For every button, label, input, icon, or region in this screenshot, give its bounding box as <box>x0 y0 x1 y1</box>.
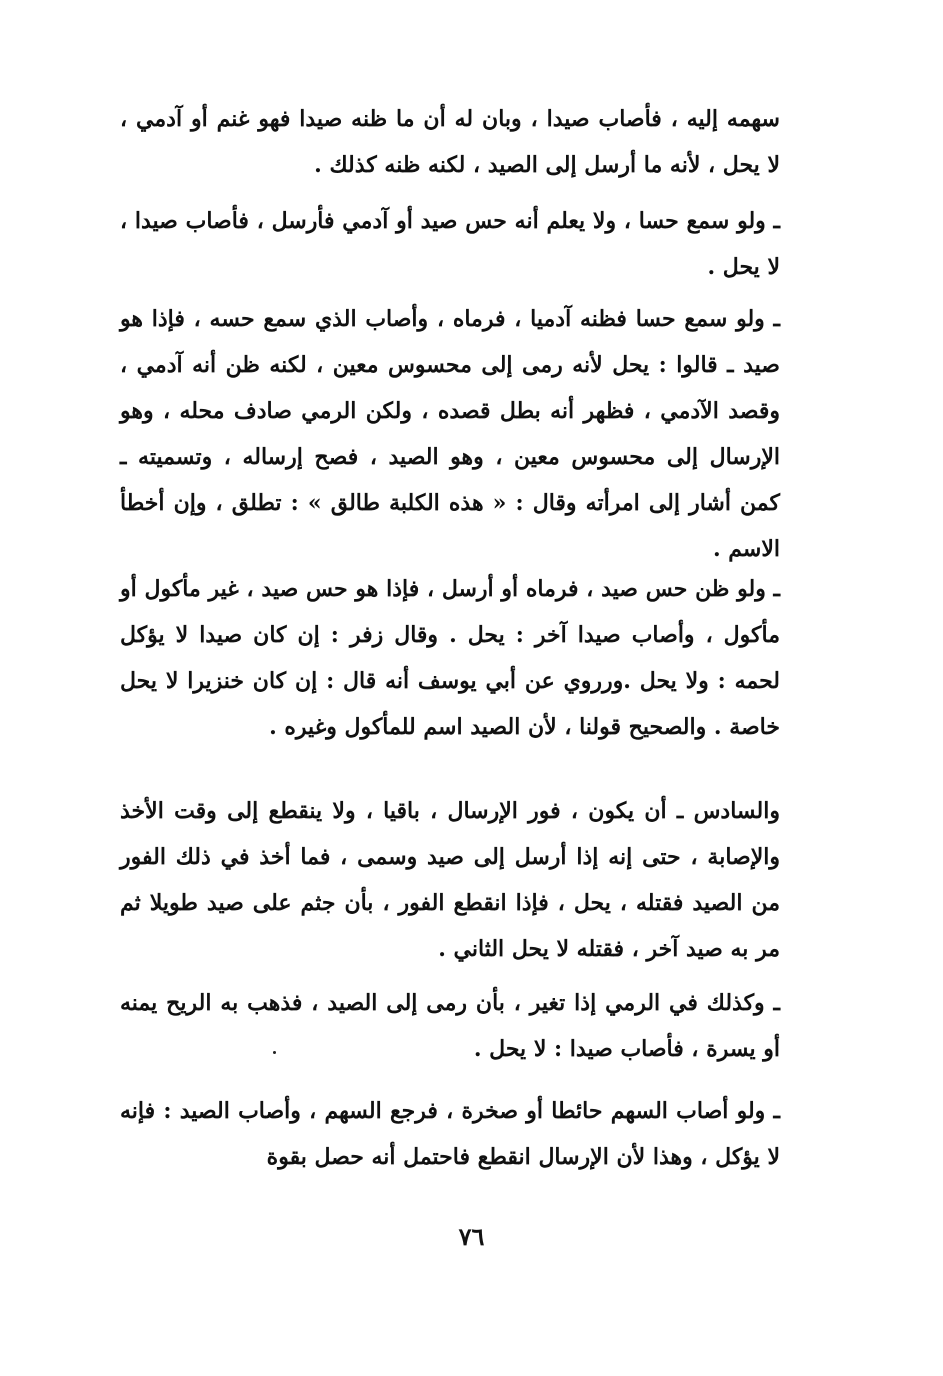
page-number: ٧٦ <box>458 1222 485 1251</box>
paragraph-4: ـ ولو ظن حس صيد ، فرماه أو أرسل ، فإذا هو حس صيد ، غير مأكول أو مأكول ، وأصاب صيدا آخر : يحل . وقال زفر : إن كان صيدا لا يؤكل لحمه : ولا يحل .ورروي عن أبي يوسف أنه قال : إن كان خنزيرا لا يحل خاصة . والصحيح قولنا ، لأن الصيد اسم للمأكول وغيره . <box>120 576 780 740</box>
paragraph-6: ـ وكذلك في الرمي إذا تغير ، بأن رمى إلى الصيد ، فذهب به الريح يمنه أو يسرة ، فأصاب صيدا : لا يحل . <box>120 990 780 1062</box>
paragraph-7: ـ ولو أصاب السهم حائطا أو صخرة ، فرجع السهم ، وأصاب الصيد : فإنه لا يؤكل ، وهذا لأن الإرسال انقطع فاحتمل أنه حصل بقوة <box>120 1098 780 1170</box>
paragraph-3: ـ ولو سمع حسا فظنه آدميا ، فرماه ، وأصاب الذي سمع حسه ، فإذا هو صيد ـ قالوا : يحل لأنه رمى إلى محسوس معين ، لكنه ظن أنه آدمي ، وقصد الآدمي ، فظهر أنه بطل قصده ، ولكن الرمي صادف محله ، وهو الإرسال إلى محسوس معين ، وهو الصيد ، فصح إرساله ، وتسميته ـ كمن أشار إلى امرأته وقال : « هذه الكلبة طالق » : تطلق ، وإن أخطأ الاسم . <box>120 306 780 562</box>
paragraph-5: والسادس ـ أن يكون ، فور الإرسال ، باقيا ، ولا ينقطع إلى وقت الأخذ والإصابة ، حتى إنه إذا أرسل إلى صيد وسمى ، فما أخذ في ذلك الفور من الصيد فقتله ، يحل ، فإذا انقطع الفور ، بأن جثم على صيد طويلا ثم مر به صيد آخر ، فقتله لا يحل الثاني . <box>120 798 780 962</box>
paragraph-1: سهمه إليه ، فأصاب صيدا ، وبان له أن ما ظنه صيدا فهو غنم أو آدمي ، لا يحل ، لأنه ما أرسل إلى الصيد ، لكنه ظنه كذلك . <box>120 106 780 178</box>
paragraph-2: ـ ولو سمع حسا ، ولا يعلم أنه حس صيد أو آدمي فأرسل ، فأصاب صيدا ، لا يحل . <box>120 208 780 280</box>
scan-speck <box>273 1051 276 1054</box>
